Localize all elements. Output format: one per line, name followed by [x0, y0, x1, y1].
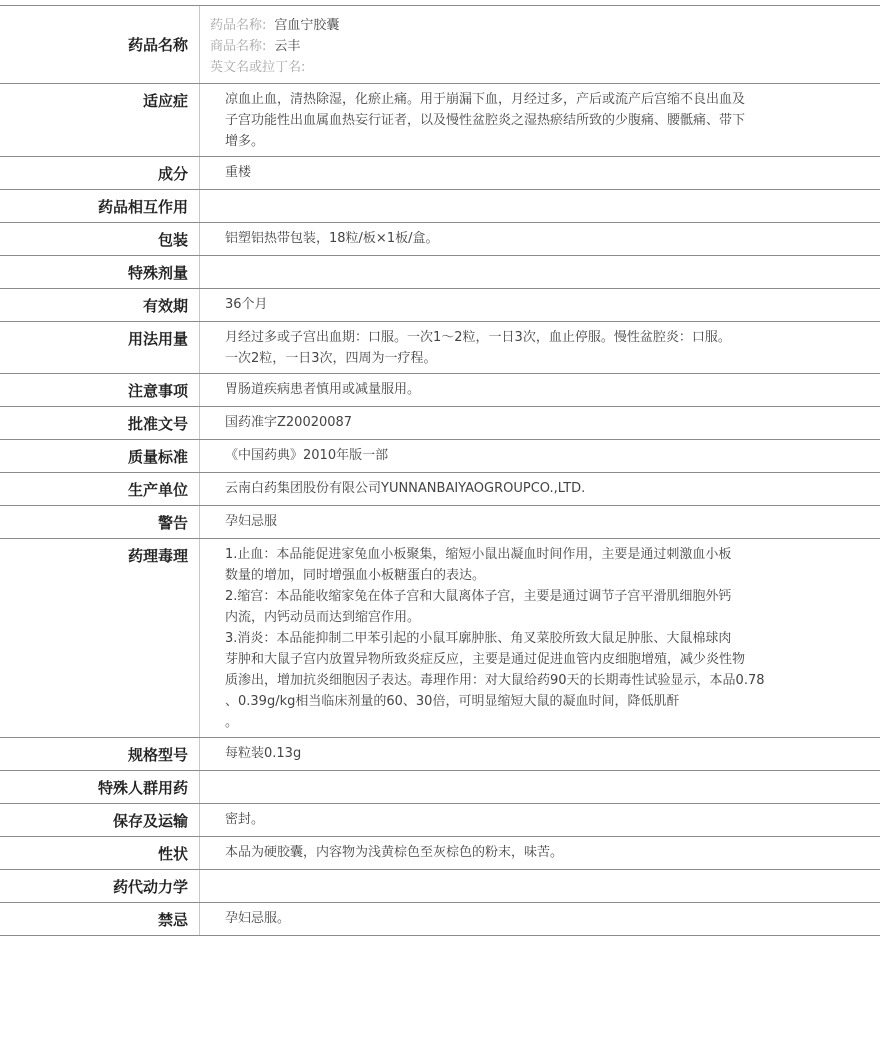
spec-value [200, 738, 880, 770]
spec-label: 药代动力学 [0, 870, 200, 902]
value-line: 凉血止血，清热除湿，化瘀止痛。用于崩漏下血，月经过多，产后或流产后宫缩不良出血及 [225, 92, 746, 107]
name-line [210, 57, 820, 78]
value-line: 一次2粒，一日3次，四周为一疗程。 [225, 351, 437, 366]
spec-value [200, 870, 880, 902]
value-line: 孕妇忌服。 [225, 911, 291, 926]
spec-label: 质量标准 [0, 440, 200, 472]
spec-row [0, 473, 880, 506]
spec-row [0, 256, 880, 289]
spec-row [0, 322, 880, 374]
spec-row [0, 837, 880, 870]
spec-row [0, 440, 880, 473]
value-line: 铝塑铝热带包装，18粒/板×1板/盒。 [225, 231, 439, 246]
spec-label: 特殊人群用药 [0, 771, 200, 803]
spec-value [200, 539, 880, 737]
value-line: 重楼 [225, 165, 252, 180]
spec-row [0, 374, 880, 407]
spec-row [0, 157, 880, 190]
value-line: 1.止血：本品能促进家兔血小板聚集，缩短小鼠出凝血时间作用，主要是通过刺激血小板 [225, 547, 732, 562]
spec-value [200, 322, 880, 373]
spec-value [200, 190, 880, 222]
value-line: 质渗出，增加抗炎细胞因子表达。毒理作用：对大鼠给药90天的长期毒性试验显示，本品0.78 [225, 673, 765, 688]
value-line: 、0.39g/kg相当临床剂量的60、30倍，可明显缩短大鼠的凝血时间，降低肌酐 [225, 694, 680, 709]
value-line: 2.缩宫：本品能收缩家兔在体子宫和大鼠离体子宫，主要是通过调节子宫平滑肌细胞外钙 [225, 589, 732, 604]
spec-value [200, 804, 880, 836]
spec-value [200, 440, 880, 472]
value-line: 芽肿和大鼠子宫内放置异物所致炎症反应，主要是通过促进血管内皮细胞增殖，减少炎性物 [225, 652, 746, 667]
spec-row [0, 506, 880, 539]
name-value: 宫血宁胶囊 [274, 18, 340, 33]
spec-label: 药品相互作用 [0, 190, 200, 222]
spec-value [200, 903, 880, 935]
spec-label: 用法用量 [0, 322, 200, 373]
spec-value [200, 771, 880, 803]
spec-value [200, 157, 880, 189]
spec-row [0, 539, 880, 738]
spec-label: 有效期 [0, 289, 200, 321]
value-line: 内流，内钙动员而达到缩宫作用。 [225, 610, 421, 625]
spec-value [200, 837, 880, 869]
spec-row [0, 903, 880, 936]
value-line: 36个月 [225, 297, 268, 312]
spec-label: 注意事项 [0, 374, 200, 406]
spec-value [200, 223, 880, 255]
value-line: 子宫功能性出血属血热妄行证者，以及慢性盆腔炎之湿热瘀结所致的少腹痛、腰骶痛、带下 [225, 113, 746, 128]
spec-label: 禁忌 [0, 903, 200, 935]
name-line [210, 15, 820, 36]
spec-row [0, 6, 880, 84]
spec-value [200, 407, 880, 439]
spec-row [0, 738, 880, 771]
spec-row [0, 804, 880, 837]
spec-value [200, 506, 880, 538]
value-line: 云南白药集团股份有限公司YUNNANBAIYAOGROUPCO.,LTD. [225, 481, 586, 496]
value-line: 《中国药典》2010年版一部 [225, 448, 389, 463]
spec-row [0, 84, 880, 157]
spec-label: 包装 [0, 223, 200, 255]
spec-row [0, 407, 880, 440]
spec-label: 性状 [0, 837, 200, 869]
value-line: 。 [225, 715, 239, 730]
spec-value [200, 289, 880, 321]
spec-row [0, 190, 880, 223]
spec-value [200, 374, 880, 406]
spec-value [200, 473, 880, 505]
spec-label: 成分 [0, 157, 200, 189]
value-line: 每粒装0.13g [225, 746, 302, 761]
spec-row [0, 870, 880, 903]
value-line: 国药准字Z20020087 [225, 415, 353, 430]
spec-label: 特殊剂量 [0, 256, 200, 288]
spec-value [200, 84, 880, 156]
value-line: 密封。 [225, 812, 265, 827]
value-line: 数量的增加，同时增强血小板糖蛋白的表达。 [225, 568, 486, 583]
spec-label: 药理毒理 [0, 539, 200, 737]
spec-label: 药品名称 [0, 6, 200, 83]
name-line [210, 36, 820, 57]
value-line: 胃肠道疾病患者慎用或减量服用。 [225, 382, 421, 397]
spec-row [0, 223, 880, 256]
spec-label: 保存及运输 [0, 804, 200, 836]
value-line: 3.消炎：本品能抑制二甲苯引起的小鼠耳廓肿胀、角叉菜胶所致大鼠足肿胀、大鼠棉球肉 [225, 631, 732, 646]
spec-label: 生产单位 [0, 473, 200, 505]
drug-spec-table [0, 5, 880, 936]
spec-label: 警告 [0, 506, 200, 538]
name-key: 药品名称: [210, 18, 267, 33]
spec-row [0, 771, 880, 804]
spec-value [200, 6, 880, 83]
value-line: 月经过多或子宫出血期：口服。一次1～2粒，一日3次，血止停服。慢性盆腔炎：口服。 [225, 330, 731, 345]
spec-value [200, 256, 880, 288]
value-line: 增多。 [225, 134, 265, 149]
name-key: 商品名称: [210, 39, 267, 54]
spec-label: 规格型号 [0, 738, 200, 770]
spec-row [0, 289, 880, 322]
value-line: 孕妇忌服 [225, 514, 278, 529]
spec-label: 适应症 [0, 84, 200, 156]
spec-label: 批准文号 [0, 407, 200, 439]
name-key: 英文名或拉丁名: [210, 60, 306, 75]
value-line: 本品为硬胶囊，内容物为浅黄棕色至灰棕色的粉末，味苦。 [225, 845, 564, 860]
name-value: 云丰 [274, 39, 301, 54]
